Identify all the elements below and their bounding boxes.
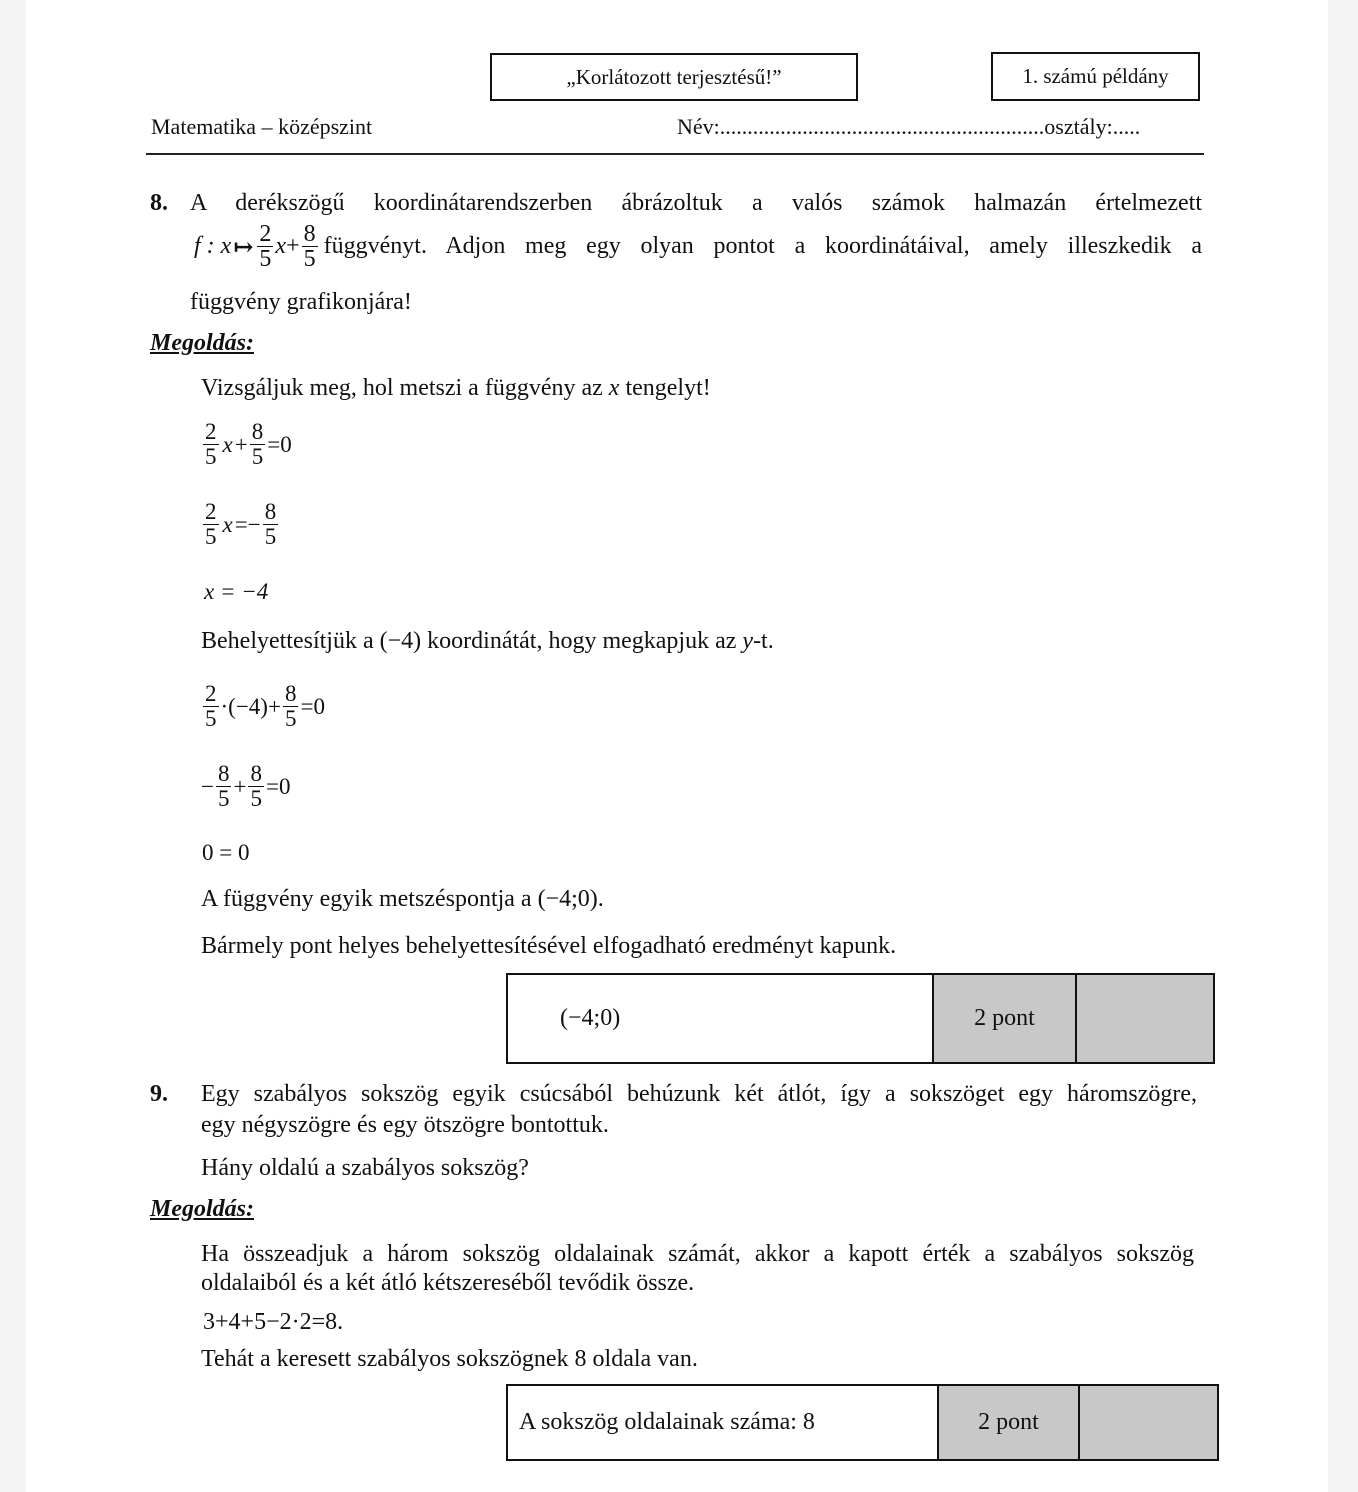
- equation-2: $\frac{2}{5}$ x = − $\frac{8}{5}$: [205, 499, 277, 549]
- task8-points: 2 pont: [974, 1005, 1035, 1031]
- subject-label: Matematika – középszint: [151, 114, 373, 139]
- copy-number-box: [991, 52, 1200, 101]
- task8-substitution: Behelyettesítjük a (−4) koordinátát, hogy megkapjuk az y-t.: [201, 628, 774, 654]
- fraction-2-5: $\frac{2}{5}$: [259, 221, 272, 272]
- task9-question: Hány oldalú a szabályos sokszög?: [201, 1155, 529, 1181]
- fraction-8-5: $\frac{8}{5}$: [303, 221, 316, 272]
- task9-answer-table: [506, 1384, 1219, 1461]
- task8-answer-table: [506, 973, 1215, 1064]
- task9-points-cell: [939, 1386, 1080, 1459]
- task8-answer-cell: [508, 975, 934, 1062]
- task8-solution-label: Megoldás:: [150, 330, 254, 356]
- task9-score-cell: [1080, 1386, 1217, 1459]
- task9-sol-line2: oldalaiból és a két átló kétszereséből tevődik össze.: [201, 1270, 695, 1296]
- task9-line1: Egy szabályos sokszög egyik csúcsából behúzunk két átlót, így a sokszöget egy háromszögre,: [201, 1081, 1197, 1107]
- equation-4: $\frac{2}{5}$ · (−4) + $\frac{8}{5}$ = 0: [205, 681, 325, 731]
- function-label: f : x: [194, 233, 232, 259]
- name-class-line: Név:...........................................................osztály:.....: [677, 114, 1141, 139]
- equation-5: − $\frac{8}{5}$ + $\frac{8}{5}$ = 0: [201, 761, 291, 811]
- task9-line2: egy négyszögre és egy ötszögre bontottuk.: [201, 1112, 609, 1138]
- exam-page: [26, 0, 1328, 1492]
- task8-line2: f : x ↦ $\frac{2}{5}$ x + $\frac{8}{5}$ függvényt. Adjon meg egy olyan pontot a koordinátáival, amely illeszkedik a: [194, 221, 1202, 272]
- equation-1: $\frac{2}{5}$ x + $\frac{8}{5}$ = 0: [205, 419, 292, 469]
- task8-note: Bármely pont helyes behelyettesítésével elfogadható eredményt kapunk.: [201, 933, 897, 959]
- equation-3: x = −4: [204, 579, 269, 604]
- task8-score-cell: [1077, 975, 1213, 1062]
- task9-answer: A sokszög oldalainak száma: 8: [519, 1409, 815, 1435]
- equation-6: 0 = 0: [202, 840, 250, 865]
- header-divider: [146, 153, 1204, 155]
- task9-formula: 3+4+5−2·2=8.: [203, 1309, 344, 1335]
- task8-conclusion: A függvény egyik metszéspontja a (−4;0).: [201, 886, 604, 912]
- task9-points: 2 pont: [978, 1409, 1039, 1435]
- task8-points-cell: [934, 975, 1077, 1062]
- task9-number: 9.: [150, 1081, 168, 1107]
- maps-to-symbol: ↦: [233, 234, 254, 261]
- task8-line3: függvény grafikonjára!: [190, 289, 412, 315]
- task8-intro: Vizsgáljuk meg, hol metszi a függvény az x tengelyt!: [201, 375, 711, 401]
- task8-line2-text: függvényt. Adjon meg egy olyan pontot a koordinátáival, amely illeszkedik a: [323, 233, 1202, 259]
- task9-sol-line1: Ha összeadjuk a három sokszög oldalainak számát, akkor a kapott érték a szabályos sokszög: [201, 1241, 1194, 1267]
- task8-answer: (−4;0): [560, 1005, 621, 1031]
- restricted-distribution-box: [490, 53, 858, 101]
- task9-conclusion: Tehát a keresett szabályos sokszögnek 8 oldala van.: [201, 1346, 698, 1372]
- copy-label: 1. számú példány: [1022, 64, 1169, 88]
- task8-line1: A derékszögű koordinátarendszerben ábrázoltuk a valós számok halmazán értelmezett: [190, 190, 1202, 216]
- task8-number: 8.: [150, 190, 168, 216]
- task9-solution-label: Megoldás:: [150, 1196, 254, 1222]
- task9-answer-cell: [508, 1386, 939, 1459]
- restricted-label: „Korlátozott terjesztésű!”: [566, 64, 782, 89]
